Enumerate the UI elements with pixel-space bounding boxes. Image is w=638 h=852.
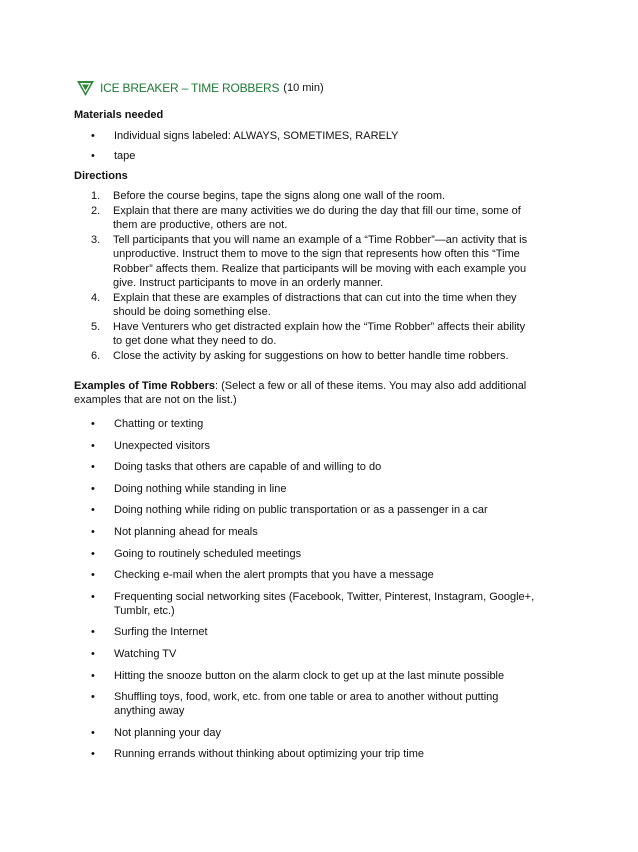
example-item: [91, 690, 534, 718]
step-text-line: Robber” affects them. Realize that participants will be moving with each example you: [113, 262, 527, 275]
direction-step: [91, 320, 527, 349]
example-item: [91, 547, 534, 561]
direction-step: [91, 349, 527, 364]
materials-item: • Individual signs labeled: ALWAYS, SOMETIMES, RARELY: [91, 129, 399, 143]
step-number: 1.: [91, 190, 101, 202]
example-item: [91, 439, 534, 453]
step-text-line: Close the activity by asking for suggestions on how to better handle time robbers.: [113, 349, 509, 362]
direction-step: [91, 204, 527, 233]
example-item: [91, 417, 534, 431]
step-text-line: Tell participants that you will name an example of a “Time Robber”—an activity that is: [113, 233, 528, 246]
direction-step: [91, 189, 527, 204]
example-text-line: Doing tasks that others are capable of and willing to do: [114, 461, 382, 474]
example-text-line: Going to routinely scheduled meetings: [114, 547, 302, 560]
materials-item: • tape: [91, 149, 399, 163]
example-text-line: Not planning ahead for meals: [114, 525, 258, 538]
example-item: [91, 503, 534, 517]
examples-list: [91, 417, 534, 769]
example-item: [91, 625, 534, 639]
example-text-line: Hitting the snooze button on the alarm clock to get up at the last minute possible: [114, 669, 505, 682]
step-number: 6.: [91, 349, 101, 362]
example-item: [91, 460, 534, 474]
materials-list: [91, 129, 399, 169]
example-text-line: Checking e-mail when the alert prompts that you have a message: [114, 569, 434, 582]
example-item: [91, 590, 534, 618]
example-text-line: Tumblr, etc.): [114, 604, 175, 617]
step-text-line: Explain that these are examples of distractions that can cut into the time when they: [113, 291, 517, 304]
step-text-line: to get done what they need to do.: [113, 335, 277, 347]
title-row: [76, 79, 324, 97]
examples-label: Examples of Time Robbers: [74, 380, 216, 392]
step-text-line: Explain that there are many activities we do during the day that fill our time, some of: [113, 204, 521, 217]
examples-intro-line2: examples that are not on the list.): [74, 394, 237, 406]
example-item: [91, 482, 534, 496]
example-item: [91, 726, 534, 740]
example-text-line: Unexpected visitors: [114, 439, 210, 452]
direction-step: [91, 233, 527, 291]
example-item: [91, 647, 534, 661]
direction-step: [91, 291, 527, 320]
step-number: 5.: [91, 320, 101, 333]
example-text-line: Not planning your day: [114, 726, 222, 739]
example-text-line: Watching TV: [114, 647, 177, 660]
example-text-line: anything away: [114, 705, 185, 718]
examples-intro-line1: : (Select a few or all of these items. You may also add additional: [215, 380, 527, 392]
example-text-line: Frequenting social networking sites (Facebook, Twitter, Pinterest, Instagram, Google+,: [114, 590, 535, 603]
step-number: 3.: [91, 233, 101, 246]
example-item: [91, 747, 534, 761]
step-text-line: Have Venturers who get distracted explain how the “Time Robber” affects their ability: [113, 320, 526, 333]
example-text-line: Surfing the Internet: [114, 626, 208, 639]
example-item: [91, 669, 534, 683]
title-duration: (10 min): [283, 82, 324, 94]
example-item: [91, 568, 534, 582]
step-text-line: unproductive. Instruct them to move to the sign that represents how often this “Time: [113, 248, 520, 260]
directions-list: [91, 189, 527, 363]
example-text-line: Doing nothing while riding on public transportation or as a passenger in a car: [114, 504, 488, 517]
directions-heading: Directions: [74, 170, 128, 182]
step-text-line: give. Instruct participants to move in an orderly manner.: [113, 277, 384, 289]
step-text-line: Before the course begins, tape the signs along one wall of the room.: [113, 190, 446, 202]
example-text-line: Doing nothing while standing in line: [114, 482, 287, 495]
example-text-line: Chatting or texting: [114, 418, 204, 430]
page-title: ICE BREAKER – TIME ROBBERS: [100, 81, 280, 95]
example-text-line: Running errands without thinking about optimizing your trip time: [114, 748, 424, 761]
materials-heading: Materials needed: [74, 109, 164, 121]
step-number: 4.: [91, 291, 101, 304]
step-text-line: them are productive, others are not.: [113, 219, 288, 231]
step-text-line: should be doing something else.: [113, 306, 271, 318]
example-text-line: Shuffling toys, food, work, etc. from one table or area to another without putting: [114, 691, 499, 704]
step-number: 2.: [91, 204, 101, 217]
examples-intro: [74, 379, 554, 407]
example-item: [91, 525, 534, 539]
scout-badge-icon: [76, 80, 95, 97]
